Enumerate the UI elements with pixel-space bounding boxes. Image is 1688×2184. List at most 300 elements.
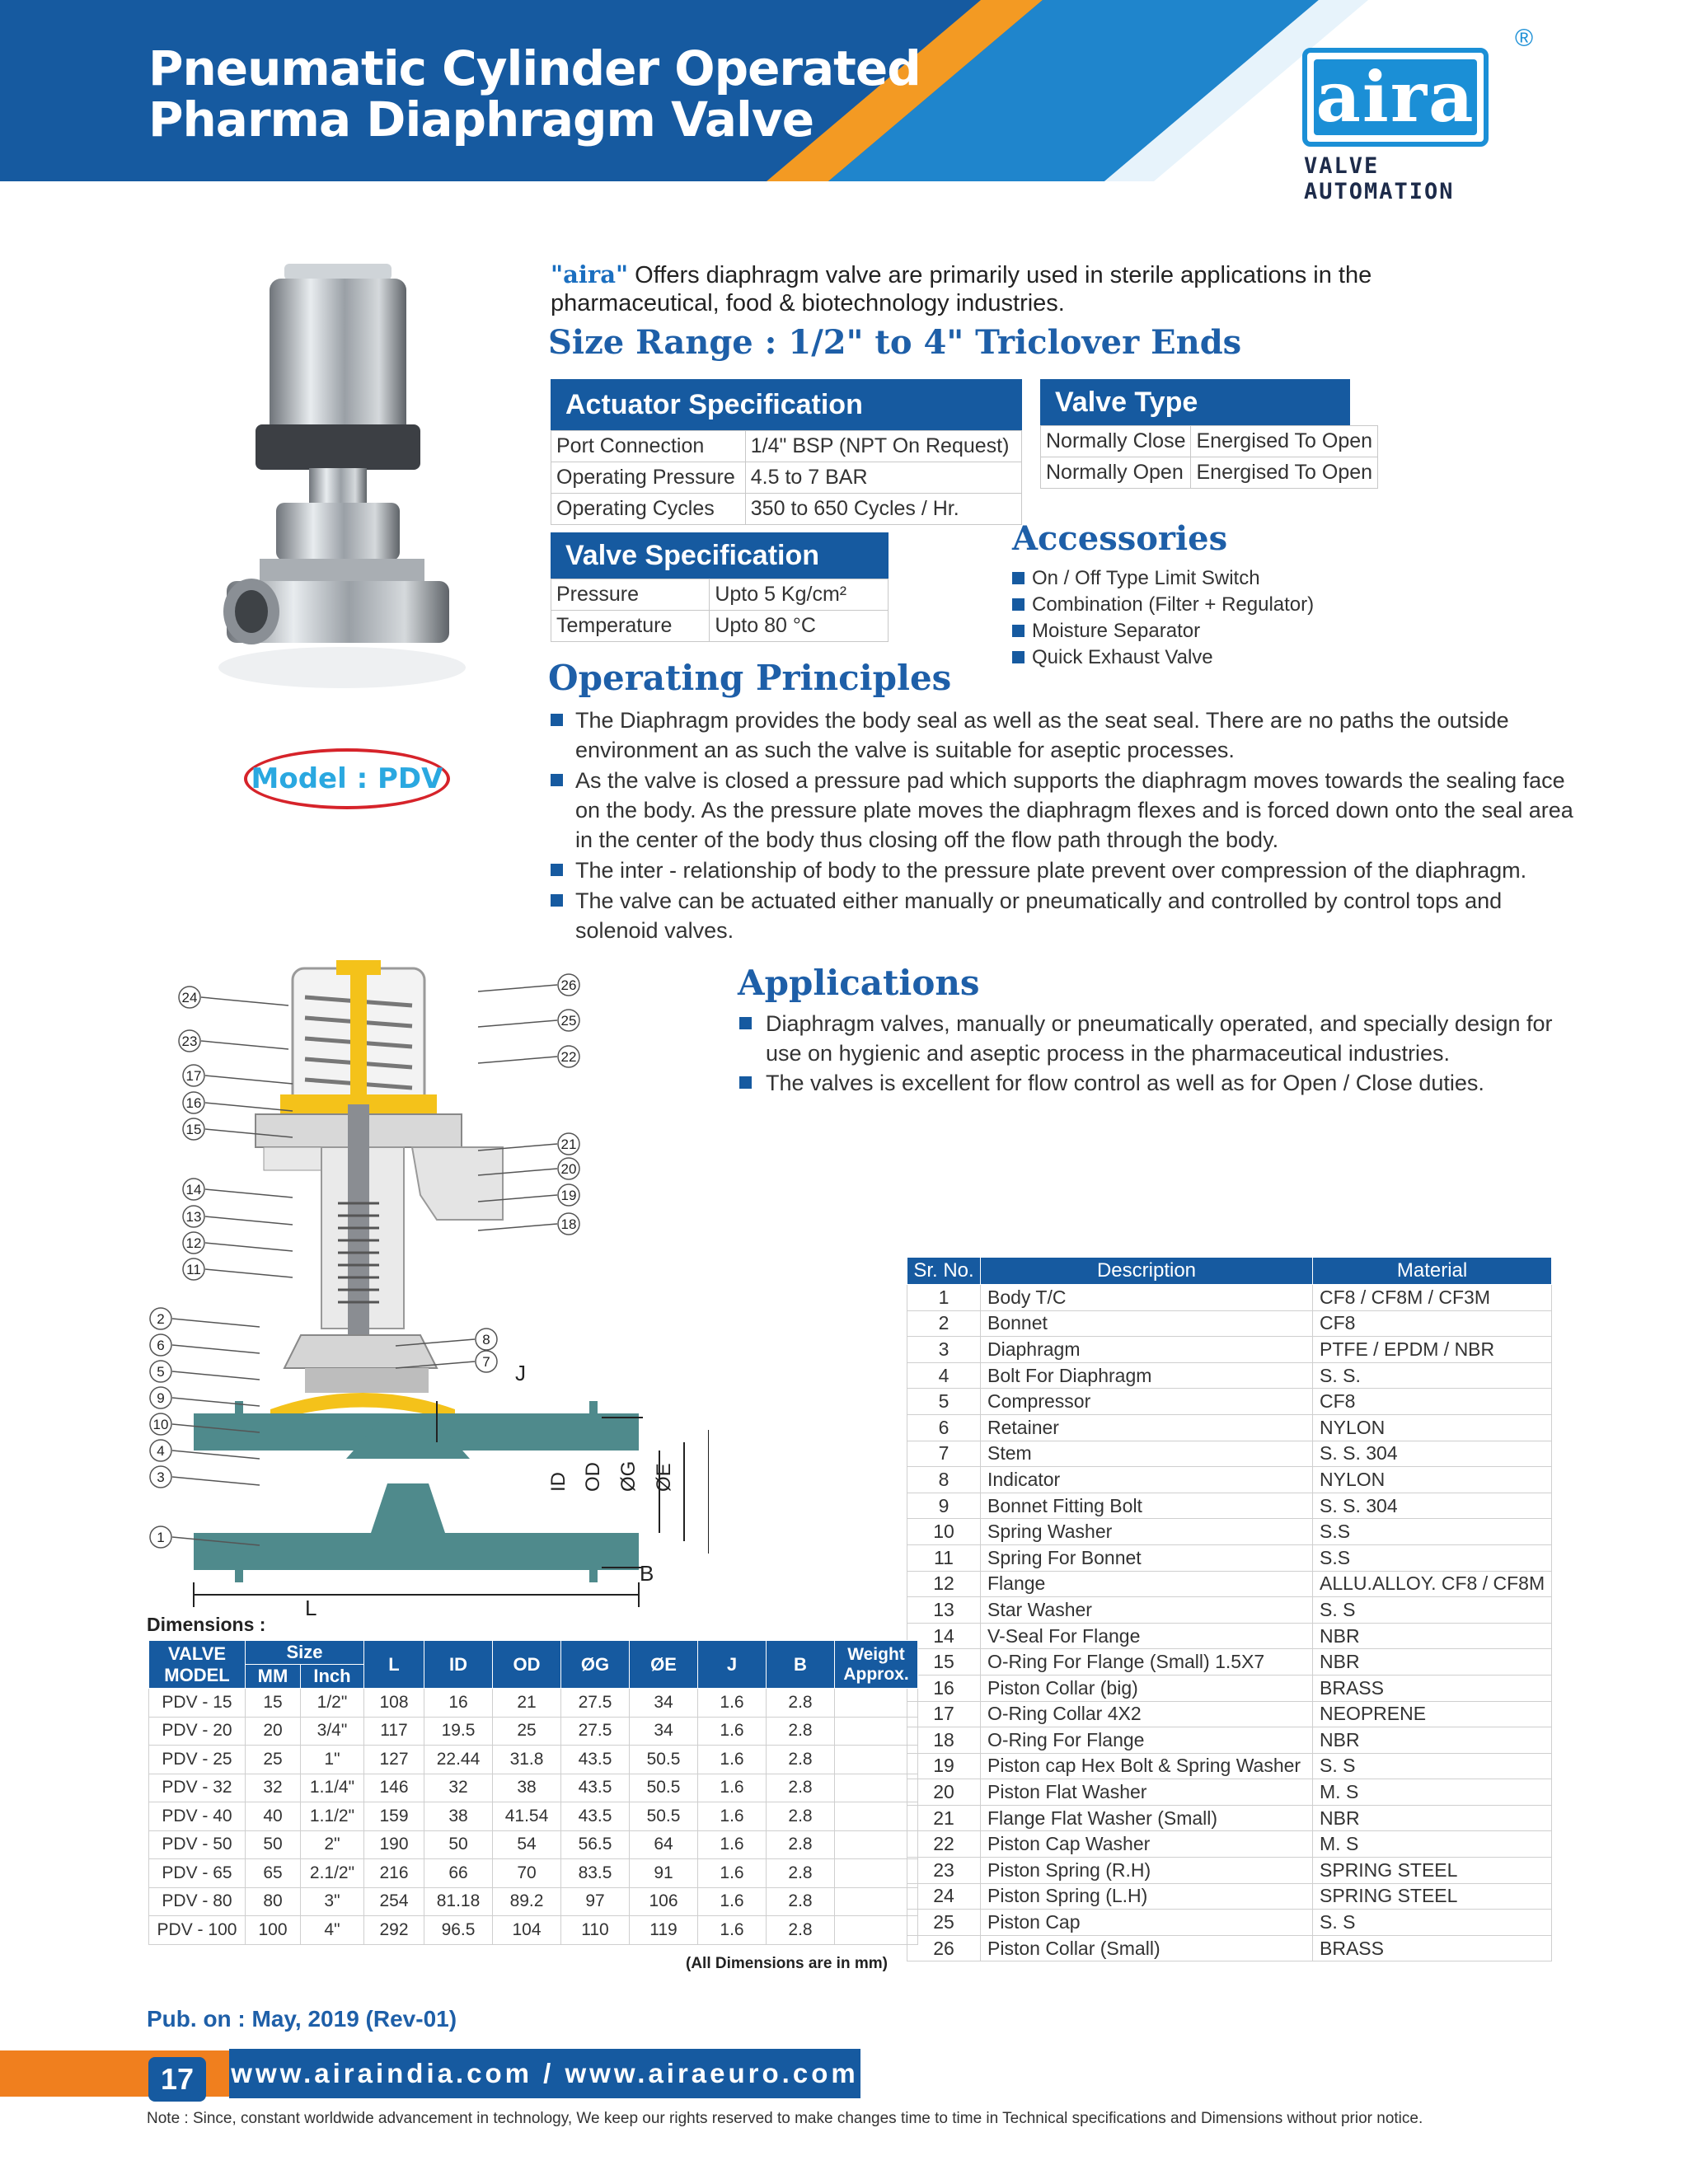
- callout-leader: [172, 1398, 260, 1406]
- table-cell: 97: [561, 1887, 630, 1916]
- table-cell: 12: [907, 1571, 981, 1597]
- page-number: 17: [148, 2057, 206, 2102]
- table-cell: 20: [246, 1717, 301, 1746]
- table-row: [907, 1544, 1552, 1571]
- col-header: B: [767, 1641, 835, 1689]
- table-cell: Star Washer: [981, 1597, 1313, 1624]
- table-cell: 8: [907, 1467, 981, 1493]
- table-cell: 2.8: [767, 1916, 835, 1945]
- table-cell: 24: [907, 1883, 981, 1910]
- callout-number: 6: [157, 1338, 165, 1353]
- table-cell: 1.6: [698, 1859, 767, 1888]
- table-cell: Piston Cap: [981, 1910, 1313, 1936]
- callout-number: 21: [560, 1137, 577, 1152]
- spec-row: [551, 462, 1022, 494]
- table-cell: 1.6: [698, 1830, 767, 1859]
- callout-number: 10: [152, 1417, 169, 1432]
- callout-leader: [205, 1189, 293, 1197]
- valve-product-image: [218, 255, 515, 733]
- spec-value: 1/4" BSP (NPT On Request): [745, 431, 1021, 462]
- table-cell: 80: [246, 1887, 301, 1916]
- table-cell: 31.8: [493, 1746, 561, 1774]
- table-cell: S. S: [1313, 1753, 1552, 1779]
- table-cell: S.S: [1313, 1519, 1552, 1545]
- intro-text: Offers diaphragm valve are primarily used in sterile applications in the pharmaceutical, food & biotechnology industries.: [551, 262, 1372, 316]
- table-cell: Retainer: [981, 1414, 1313, 1441]
- col-header: Size: [246, 1641, 364, 1665]
- spec-label: Normally Close: [1041, 426, 1191, 457]
- table-cell: PDV - 25: [149, 1746, 246, 1774]
- table-cell: 64: [630, 1830, 698, 1859]
- callout-number: 5: [157, 1364, 165, 1380]
- spec-value: Upto 5 Kg/cm²: [710, 579, 889, 611]
- table-cell: PDV - 40: [149, 1802, 246, 1831]
- table-cell: Piston cap Hex Bolt & Spring Washer: [981, 1753, 1313, 1779]
- table-row: [907, 1623, 1552, 1649]
- bullet-icon: [739, 1076, 752, 1089]
- cross-section-diagram: [140, 956, 709, 1615]
- callout-number: 13: [185, 1209, 202, 1225]
- table-row: [907, 1649, 1552, 1675]
- dim-label-OD: OD: [582, 1462, 604, 1492]
- accessories-list: [1012, 565, 1314, 671]
- table-cell: 50.5: [630, 1774, 698, 1802]
- table-cell: 2.8: [767, 1859, 835, 1888]
- dim-label-L: L: [305, 1596, 317, 1615]
- table-cell: CF8 / CF8M / CF3M: [1313, 1285, 1552, 1311]
- table-cell: CF8: [1313, 1310, 1552, 1337]
- dims-header-row: [149, 1641, 918, 1665]
- callout-number: 22: [560, 1049, 577, 1065]
- table-cell: 5: [907, 1389, 981, 1415]
- table-cell: 16: [424, 1689, 493, 1718]
- table-cell: [835, 1689, 918, 1718]
- table-cell: 34: [630, 1689, 698, 1718]
- table-cell: [835, 1774, 918, 1802]
- table-cell: 1.6: [698, 1717, 767, 1746]
- table-cell: 2: [907, 1310, 981, 1337]
- table-cell: S. S: [1313, 1597, 1552, 1624]
- table-cell: 19: [907, 1753, 981, 1779]
- callout-number: 8: [482, 1332, 490, 1347]
- callout-number: 14: [185, 1182, 202, 1197]
- callout-number: 23: [181, 1033, 198, 1049]
- col-header: Material: [1313, 1258, 1552, 1285]
- list-item: Moisture Separator: [1012, 618, 1314, 644]
- table-cell: 4: [907, 1362, 981, 1389]
- callout-number: 24: [181, 990, 198, 1005]
- table-cell: 14: [907, 1623, 981, 1649]
- registered-mark: ®: [1515, 25, 1534, 52]
- col-header: Sr. No.: [907, 1258, 981, 1285]
- table-cell: Piston Collar (Small): [981, 1935, 1313, 1961]
- table-cell: 1.1/2": [301, 1802, 364, 1831]
- table-row: [907, 1285, 1552, 1311]
- table-cell: 7: [907, 1441, 981, 1467]
- col-header: VALVE MODEL: [149, 1641, 246, 1689]
- col-header: L: [364, 1641, 424, 1689]
- table-cell: 50: [246, 1830, 301, 1859]
- dim-label-B: B: [640, 1561, 654, 1586]
- table-cell: NEOPRENE: [1313, 1701, 1552, 1727]
- table-cell: 110: [561, 1916, 630, 1945]
- callout-number: 20: [560, 1161, 577, 1177]
- table-cell: 18: [907, 1727, 981, 1754]
- table-cell: PDV - 50: [149, 1830, 246, 1859]
- logo-subtitle: VALVE AUTOMATION: [1304, 153, 1455, 204]
- list-item: The Diaphragm provides the body seal as well as the seat seal. There are no paths the outside environment an as such the valve is suitable for aseptic processes.: [551, 705, 1581, 765]
- callout-leader: [172, 1319, 260, 1327]
- table-cell: [835, 1859, 918, 1888]
- callout-leader: [205, 1269, 293, 1277]
- table-cell: 32: [424, 1774, 493, 1802]
- table-cell: S. S.: [1313, 1362, 1552, 1389]
- table-cell: PDV - 20: [149, 1717, 246, 1746]
- operating-principles-list: [551, 705, 1581, 946]
- callout-number: 1: [157, 1530, 165, 1545]
- table-cell: 2.8: [767, 1746, 835, 1774]
- table-row: [907, 1935, 1552, 1961]
- callout-number: 9: [157, 1390, 165, 1406]
- table-row: [149, 1830, 918, 1859]
- table-cell: NBR: [1313, 1805, 1552, 1831]
- list-item: The inter - relationship of body to the pressure plate prevent over compression of the diaphragm.: [551, 855, 1581, 885]
- col-header: ID: [424, 1641, 493, 1689]
- spec-row: [551, 579, 889, 611]
- list-item: Quick Exhaust Valve: [1012, 644, 1314, 671]
- table-cell: 2.1/2": [301, 1859, 364, 1888]
- callout-number: 7: [482, 1354, 490, 1370]
- table-cell: 89.2: [493, 1887, 561, 1916]
- model-badge: Model : PDV: [244, 748, 450, 809]
- table-cell: 1/2": [301, 1689, 364, 1718]
- table-cell: Piston Spring (R.H): [981, 1858, 1313, 1884]
- col-header: Weight Approx.: [835, 1641, 918, 1689]
- spec-value: Upto 80 °C: [710, 611, 889, 642]
- list-item: As the valve is closed a pressure pad which supports the diaphragm moves towards the sealing face on the body. As the pressure plate moves the diaphragm flexes and is forced down onto the seal area in the center of the body thus closing off the flow path through the body.: [551, 766, 1581, 855]
- spec-row: [1041, 426, 1378, 457]
- table-row: [149, 1689, 918, 1718]
- table-cell: 1.1/4": [301, 1774, 364, 1802]
- table-row: [907, 1441, 1552, 1467]
- callout-number: 4: [157, 1443, 165, 1459]
- col-header: Description: [981, 1258, 1313, 1285]
- table-cell: Compressor: [981, 1389, 1313, 1415]
- callout-number: 12: [185, 1235, 202, 1251]
- table-cell: 1: [907, 1285, 981, 1311]
- table-cell: 25: [493, 1717, 561, 1746]
- spec-row: [1041, 457, 1378, 489]
- spec-value: Energised To Open: [1191, 457, 1378, 489]
- spec-value: 4.5 to 7 BAR: [745, 462, 1021, 494]
- table-row: [907, 1493, 1552, 1519]
- website-links[interactable]: www.airaindia.com / www.airaeuro.com: [229, 2049, 860, 2098]
- table-cell: NBR: [1313, 1727, 1552, 1754]
- callout-leader: [172, 1371, 260, 1380]
- table-cell: 100: [246, 1916, 301, 1945]
- table-cell: 38: [493, 1774, 561, 1802]
- table-cell: O-Ring For Flange (Small) 1.5X7: [981, 1649, 1313, 1675]
- table-cell: 159: [364, 1802, 424, 1831]
- table-cell: PDV - 32: [149, 1774, 246, 1802]
- callout-leader: [205, 1243, 293, 1251]
- table-cell: Piston Cap Washer: [981, 1831, 1313, 1858]
- table-cell: NBR: [1313, 1623, 1552, 1649]
- spec-label: Operating Cycles: [551, 494, 746, 525]
- table-cell: 104: [493, 1916, 561, 1945]
- callout-number: 26: [560, 977, 577, 993]
- table-cell: 83.5: [561, 1859, 630, 1888]
- col-header: ØE: [630, 1641, 698, 1689]
- table-cell: 15: [907, 1649, 981, 1675]
- callout-leader: [478, 1224, 557, 1230]
- applications-list: [739, 1009, 1564, 1098]
- table-cell: S.S: [1313, 1544, 1552, 1571]
- table-cell: CF8: [1313, 1389, 1552, 1415]
- bullet-icon: [551, 894, 563, 907]
- table-row: [907, 1701, 1552, 1727]
- dim-label-ID: ID: [547, 1472, 570, 1492]
- actuator-spec-box: [551, 379, 1022, 525]
- table-cell: 50.5: [630, 1802, 698, 1831]
- intro-paragraph: [551, 260, 1449, 317]
- table-cell: 3/4": [301, 1717, 364, 1746]
- table-cell: 190: [364, 1830, 424, 1859]
- bullet-icon: [551, 714, 563, 726]
- table-cell: 54: [493, 1830, 561, 1859]
- col-header: MM: [246, 1665, 301, 1689]
- table-cell: 81.18: [424, 1887, 493, 1916]
- col-header: ØG: [561, 1641, 630, 1689]
- table-cell: 119: [630, 1916, 698, 1945]
- callout-number: 16: [185, 1095, 202, 1111]
- size-range-heading: Size Range : 1/2" to 4" Triclover Ends: [548, 323, 1242, 362]
- callout-leader: [205, 1216, 293, 1225]
- table-row: [149, 1887, 918, 1916]
- table-row: [907, 1310, 1552, 1337]
- callout-number: 15: [185, 1122, 202, 1137]
- table-row: [149, 1717, 918, 1746]
- table-cell: M. S: [1313, 1779, 1552, 1806]
- table-cell: 91: [630, 1859, 698, 1888]
- table-cell: 146: [364, 1774, 424, 1802]
- table-cell: NYLON: [1313, 1414, 1552, 1441]
- table-cell: 21: [907, 1805, 981, 1831]
- table-cell: 70: [493, 1859, 561, 1888]
- parts-header-row: [907, 1258, 1552, 1285]
- callout-leader: [205, 1103, 293, 1111]
- bullet-icon: [551, 864, 563, 876]
- table-cell: 1.6: [698, 1746, 767, 1774]
- table-cell: 25: [246, 1746, 301, 1774]
- table-row: [907, 1519, 1552, 1545]
- table-row: [907, 1362, 1552, 1389]
- callout-number: 11: [186, 1262, 201, 1277]
- table-cell: ALLU.ALLOY. CF8 / CF8M: [1313, 1571, 1552, 1597]
- spec-value: Energised To Open: [1191, 426, 1378, 457]
- table-row: [907, 1337, 1552, 1363]
- bullet-icon: [1012, 651, 1025, 663]
- valve-spec-title: Valve Specification: [551, 532, 889, 579]
- callout-number: 19: [560, 1188, 577, 1203]
- callout-leader: [172, 1345, 260, 1353]
- table-cell: SPRING STEEL: [1313, 1858, 1552, 1884]
- valve-type-box: [1040, 379, 1373, 489]
- accessories-heading: Accessories: [1012, 519, 1228, 558]
- table-cell: Bonnet: [981, 1310, 1313, 1337]
- table-row: [907, 1883, 1552, 1910]
- callout-leader: [201, 1041, 288, 1049]
- table-cell: 40: [246, 1802, 301, 1831]
- table-row: [149, 1746, 918, 1774]
- table-cell: 1": [301, 1746, 364, 1774]
- table-cell: [835, 1887, 918, 1916]
- table-cell: Stem: [981, 1441, 1313, 1467]
- table-cell: Flange Flat Washer (Small): [981, 1805, 1313, 1831]
- table-cell: 108: [364, 1689, 424, 1718]
- table-cell: Bonnet Fitting Bolt: [981, 1493, 1313, 1519]
- callout-number: 25: [560, 1013, 577, 1029]
- bullet-icon: [1012, 625, 1025, 637]
- actuator-spec-title: Actuator Specification: [551, 379, 1022, 430]
- table-cell: 4": [301, 1916, 364, 1945]
- table-cell: Bolt For Diaphragm: [981, 1362, 1313, 1389]
- table-cell: 1.6: [698, 1774, 767, 1802]
- table-cell: 38: [424, 1802, 493, 1831]
- table-cell: [835, 1916, 918, 1945]
- bullet-icon: [739, 1017, 752, 1029]
- table-cell: V-Seal For Flange: [981, 1623, 1313, 1649]
- table-cell: 22: [907, 1831, 981, 1858]
- spec-value: 350 to 650 Cycles / Hr.: [745, 494, 1021, 525]
- spec-label: Normally Open: [1041, 457, 1191, 489]
- table-cell: BRASS: [1313, 1675, 1552, 1701]
- callout-leader: [478, 985, 557, 991]
- table-row: [149, 1802, 918, 1831]
- callout-number: 2: [157, 1311, 165, 1327]
- table-cell: 2.8: [767, 1774, 835, 1802]
- table-cell: 43.5: [561, 1802, 630, 1831]
- table-cell: 3": [301, 1887, 364, 1916]
- table-cell: [835, 1802, 918, 1831]
- table-cell: 127: [364, 1746, 424, 1774]
- dimensions-note: (All Dimensions are in mm): [686, 1955, 888, 1972]
- table-cell: 1.6: [698, 1802, 767, 1831]
- table-row: [149, 1859, 918, 1888]
- table-cell: Diaphragm: [981, 1337, 1313, 1363]
- dimensions-caption: Dimensions :: [147, 1614, 266, 1635]
- table-cell: Piston Collar (big): [981, 1675, 1313, 1701]
- table-cell: 20: [907, 1779, 981, 1806]
- table-cell: 17: [907, 1701, 981, 1727]
- applications-heading: Applications: [738, 963, 980, 1003]
- table-cell: 216: [364, 1859, 424, 1888]
- aira-logo: [1302, 48, 1489, 147]
- callout-leader: [205, 1076, 293, 1084]
- list-item: The valves is excellent for flow control as well as for Open / Close duties.: [739, 1068, 1564, 1098]
- table-cell: 3: [907, 1337, 981, 1363]
- table-cell: Spring Washer: [981, 1519, 1313, 1545]
- table-cell: 6: [907, 1414, 981, 1441]
- logo-text: aira: [1314, 59, 1477, 135]
- table-cell: 27.5: [561, 1717, 630, 1746]
- table-cell: PTFE / EPDM / NBR: [1313, 1337, 1552, 1363]
- table-cell: 11: [907, 1544, 981, 1571]
- table-cell: PDV - 15: [149, 1689, 246, 1718]
- spec-label: Temperature: [551, 611, 710, 642]
- table-cell: PDV - 100: [149, 1916, 246, 1945]
- table-cell: 1.6: [698, 1916, 767, 1945]
- spec-label: Pressure: [551, 579, 710, 611]
- table-row: [907, 1805, 1552, 1831]
- table-cell: [835, 1746, 918, 1774]
- table-cell: Flange: [981, 1571, 1313, 1597]
- valve-type-table: [1040, 425, 1378, 489]
- table-cell: 26: [907, 1935, 981, 1961]
- table-row: [907, 1389, 1552, 1415]
- table-row: [149, 1774, 918, 1802]
- table-cell: M. S: [1313, 1831, 1552, 1858]
- table-cell: 10: [907, 1519, 981, 1545]
- table-cell: 2.8: [767, 1689, 835, 1718]
- table-cell: 32: [246, 1774, 301, 1802]
- table-cell: 50.5: [630, 1746, 698, 1774]
- table-cell: 292: [364, 1916, 424, 1945]
- parts-table: [907, 1257, 1552, 1961]
- footer-note: Note : Since, constant worldwide advancement in technology, We keep our rights reserved to make changes time to time in Technical specifications and Dimensions without prior notice.: [147, 2110, 1423, 2127]
- operating-principles-heading: Operating Principles: [548, 658, 952, 698]
- dimensions-table: [148, 1640, 918, 1945]
- table-cell: O-Ring Collar 4X2: [981, 1701, 1313, 1727]
- table-cell: S. S: [1313, 1910, 1552, 1936]
- table-row: [907, 1467, 1552, 1493]
- table-cell: 43.5: [561, 1774, 630, 1802]
- table-cell: Piston Spring (L.H): [981, 1883, 1313, 1910]
- valve-spec-table: [551, 579, 889, 642]
- table-cell: 106: [630, 1887, 698, 1916]
- table-cell: 13: [907, 1597, 981, 1624]
- table-cell: 9: [907, 1493, 981, 1519]
- table-cell: [835, 1830, 918, 1859]
- table-cell: 22.44: [424, 1746, 493, 1774]
- table-cell: 65: [246, 1859, 301, 1888]
- table-row: [907, 1753, 1552, 1779]
- table-cell: PDV - 65: [149, 1859, 246, 1888]
- table-row: [907, 1727, 1552, 1754]
- table-cell: Spring For Bonnet: [981, 1544, 1313, 1571]
- col-header: Inch: [301, 1665, 364, 1689]
- spec-row: [551, 431, 1022, 462]
- dim-label-G: ØG: [617, 1460, 640, 1492]
- publication-date: Pub. on : May, 2019 (Rev-01): [147, 2006, 457, 2032]
- table-cell: 19.5: [424, 1717, 493, 1746]
- callout-number: 3: [157, 1469, 165, 1485]
- table-cell: NBR: [1313, 1649, 1552, 1675]
- table-cell: S. S. 304: [1313, 1493, 1552, 1519]
- callout-leader: [478, 1057, 557, 1063]
- table-cell: 1.6: [698, 1689, 767, 1718]
- spec-row: [551, 494, 1022, 525]
- table-cell: 2.8: [767, 1717, 835, 1746]
- table-row: [907, 1779, 1552, 1806]
- dim-label-J: J: [515, 1361, 526, 1385]
- table-cell: 50: [424, 1830, 493, 1859]
- list-item: The valve can be actuated either manually or pneumatically and controlled by control tops and solenoid valves.: [551, 886, 1581, 945]
- table-row: [907, 1597, 1552, 1624]
- spec-label: Port Connection: [551, 431, 746, 462]
- callout-number: 18: [560, 1216, 577, 1232]
- table-row: [149, 1916, 918, 1945]
